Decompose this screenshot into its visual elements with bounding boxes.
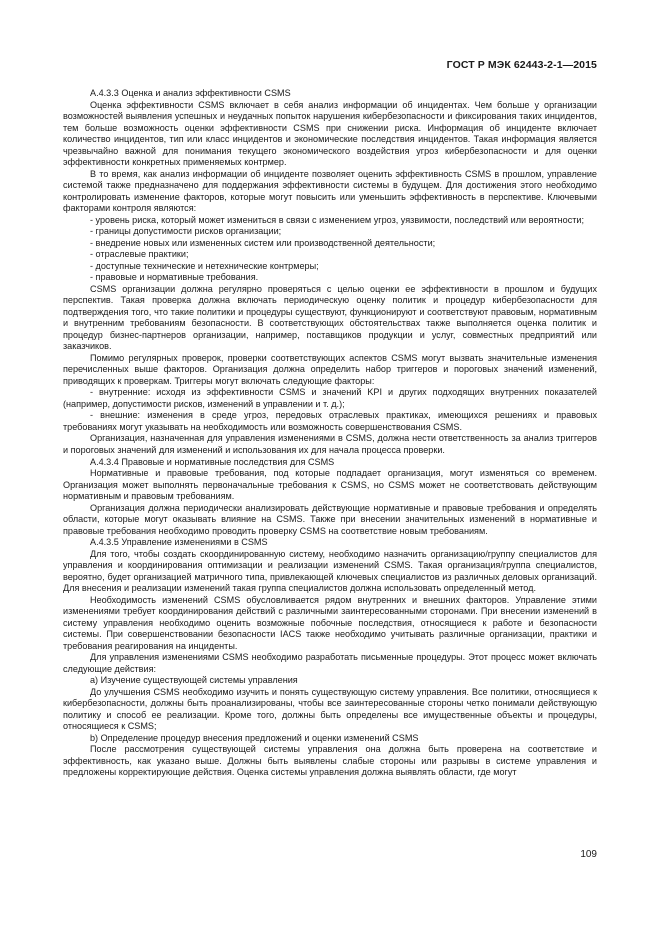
paragraph: После рассмотрения существующей системы управления она должна быть проверена на соответствие и эффективность, как указано выше. Должны быть выявлены слабые стороны или разрывы в системе управления и предложены корректирующие действия. Оценка системы управления должна выявлять области, где могут (63, 744, 597, 778)
paragraph: В то время, как анализ информации об инциденте позволяет оценить эффективность CSMS в прошлом, управление системой также предназначено для поддержания эффективности системы в будущем. Для достижения этого необходимо контролировать изменение факторов, которые могут повысить или уменьшить эффективность в перспективе. Ключевыми факторами контроля являются: (63, 168, 597, 214)
paragraph: Для управления изменениями CSMS необходимо разработать письменные процедуры. Этот процесс может включать следующие действия: (63, 652, 597, 674)
section-heading-a433: А.4.3.3 Оценка и анализ эффективности CSMS (90, 88, 291, 98)
list-item: - доступные технические и нетехнические контрмеры; (90, 260, 319, 271)
list-item: - внутренние: исходя из эффективности CSMS и значений KPI и других подходящих внутренних показателей (например, допустимости рисков, изменений в управлении и т. д.); (63, 387, 597, 409)
paragraph: До улучшения CSMS необходимо изучить и понять существующую систему управления. Все политики, относящиеся к кибербезопасности, должны быть проанализированы, чтобы все заинтересованные стороны четко понимали действующую политику и способ ее реализации. Кроме того, должны быть определены все имущественные объекты и процедуры, относящиеся к CSMS; (63, 686, 597, 732)
paragraph: Нормативные и правовые требования, под которые подпадает организация, могут изменяться со временем. Организация может выполнять первоначальные требования к CSMS, но CSMS может не соответствовать действующим нормативным и правовым требованиям. (63, 468, 597, 502)
list-item: - внешние: изменения в среде угроз, передовых отраслевых практиках, имеющихся решениях и правовых требованиях могут указывать на необходимость или возможность совершенствования CSMS. (63, 410, 597, 432)
list-item: - уровень риска, который может измениться в связи с изменением угроз, уязвимости, последствий или вероятности; (90, 214, 585, 225)
paragraph: Оценка эффективности CSMS включает в себя анализ информации об инцидентах. Чем больше у организации возможностей выявления успешных и неудачных попыток нарушения кибербезопасности и фиксирования таких инцидентов, тем больше возможность оценки эффективности CSMS при снижении риска. Информация об инциденте включает количество инцидентов, тип или класс инцидентов и экономические последствия инцидентов. Такая информация является чрезвычайно важной для понимания текущего экономического воздействия угроз кибербезопасности и для оценки эффективности конкретных применяемых контрмер. (63, 99, 597, 168)
section-heading-a434: А.4.3.4 Правовые и нормативные последствия для CSMS (90, 456, 335, 467)
paragraph: Для того, чтобы создать скоординированную систему, необходимо назначить организацию/группу специалистов для управления и координирования оптимизации и реализации изменений CSMS. Такая организация/группа специалистов, вероятно, будет организацией матричного типа, привлекающей ключевых специалистов из различных деловых организаций. Для внесения и реализации изменений такая группа специалистов должна использовать определенный метод. (63, 548, 597, 594)
paragraph: Помимо регулярных проверок, проверки соответствующих аспектов CSMS могут вызвать значительные изменения перечисленных выше факторов. Организация должна определить набор триггеров и пороговых значений изменений, приводящих к проверкам. Триггеры могут включать следующие факторы: (63, 352, 597, 386)
paragraph: Необходимость изменений CSMS обусловливается рядом внутренних и внешних факторов. Управление этими изменениями требует координирования действий с различными заинтересованными сторонами. При внесении изменений в систему управления необходимо оценить возможные побочные последствия, относящиеся к работе и безопасности системы. При совершенствовании безопасности IACS также необходимо учитывать различные организации, практики и требования реагирования на инциденты. (63, 594, 597, 651)
list-item: - внедрение новых или измененных систем или производственной деятельности; (90, 237, 436, 248)
list-item: b) Определение процедур внесения предложений и оценки изменений CSMS (90, 732, 419, 743)
page-number: 109 (580, 849, 597, 860)
list-item: - отраслевые практики; (90, 249, 189, 260)
list-item: a) Изучение существующей системы управления (90, 675, 298, 686)
section-heading-a435: А.4.3.5 Управление изменениями в CSMS (90, 537, 268, 548)
page-body (63, 88, 597, 779)
list-item: - правовые и нормативные требования. (90, 272, 259, 283)
paragraph: Организация, назначенная для управления изменениями в CSMS, должна нести ответственность за анализ триггеров и пороговых значений для изменений и использования их для начала процесса проверки. (63, 433, 597, 455)
paragraph: Организация должна периодически анализировать действующие нормативные и правовые требования и определять области, которые могут оказывать влияние на CSMS. Также при внесении значительных изменений в нормативные и правовые требования необходимо проводить проверку CSMS на соответствие новым требованиям. (63, 502, 597, 536)
list-item: - границы допустимости рисков организации; (90, 226, 282, 237)
paragraph: CSMS организации должна регулярно проверяться с целью оценки ее эффективности в прошлом и будущих перспектив. Такая проверка должна включать периодическую оценку политик и процедур кибербезопасности для подтверждения того, что такие политики и процедуры существуют, функционируют и соответствуют правовым, нормативным и внутренним требованиям безопасности. В соответствующих обстоятельствах также выполняется оценка политик и процедур бизнес-партнеров организации, например, поставщиков продукции и услуг, совместных предприятий или заказчиков. (63, 283, 597, 352)
document-header: ГОСТ Р МЭК 62443-2-1—2015 (446, 59, 597, 71)
